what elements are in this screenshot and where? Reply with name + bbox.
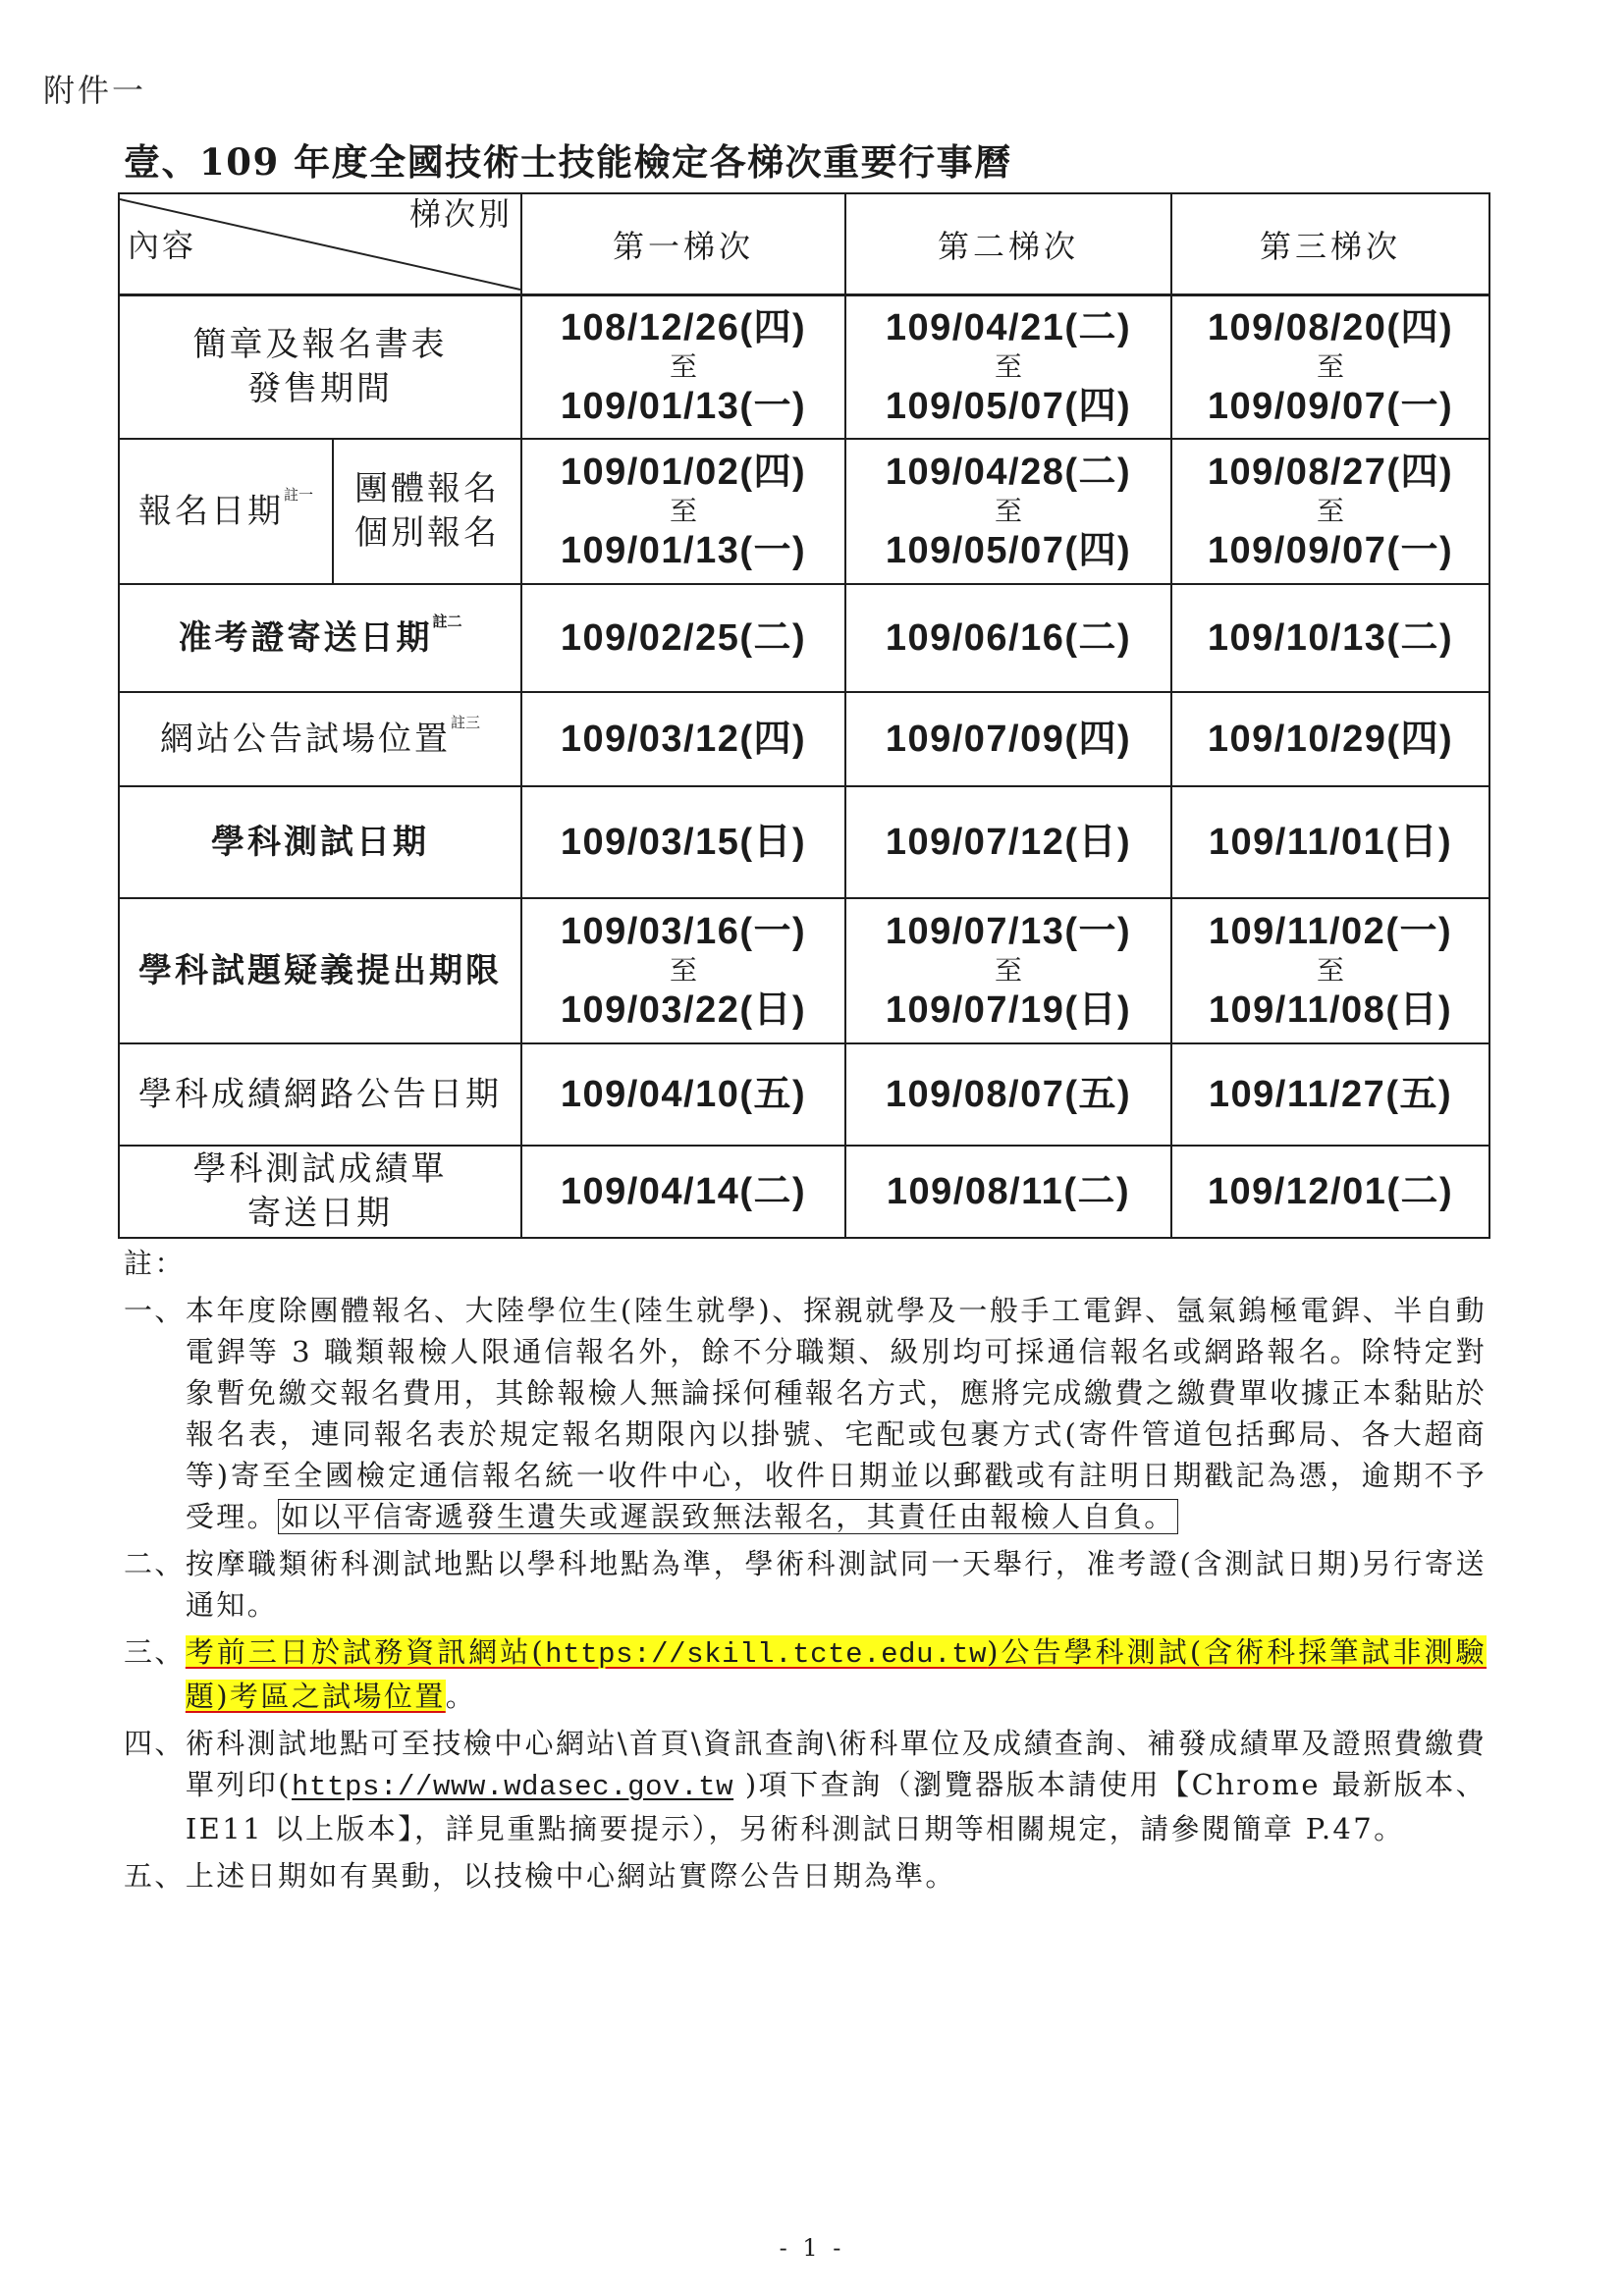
date-range-separator: 至 bbox=[994, 954, 1022, 987]
date-range-end: 109/05/07(四) bbox=[885, 530, 1132, 571]
row-label-question-appeal-deadline bbox=[120, 899, 522, 1044]
boxed-warning-text: 如以平信寄遞發生遺失或遲誤致無法報名，其責任由報檢人自負。 bbox=[278, 1499, 1178, 1534]
schedule-table bbox=[118, 192, 1490, 1239]
row-label-text: 學科測試日期 bbox=[211, 822, 429, 862]
row-label-line bbox=[137, 485, 313, 534]
date-range-end: 109/11/08(日) bbox=[1208, 989, 1453, 1031]
table-corner-cell bbox=[120, 194, 522, 296]
date-value: 109/10/13(二) bbox=[1207, 617, 1454, 659]
note-number: 二、 bbox=[124, 1547, 186, 1580]
date-range-start: 109/08/20(四) bbox=[1207, 307, 1454, 348]
row-label-line: 發售期間 bbox=[247, 369, 393, 408]
note-body-after: )項下查詢（瀏覽器版本請使用【Chrome 最新版本、IE11 以上版本】，詳見重點摘要提示），另術科測試日期等相關規定，請參閱簡章 P.47。 bbox=[185, 1768, 1487, 1845]
date-range-separator: 至 bbox=[994, 495, 1022, 527]
row-label-line bbox=[178, 612, 462, 661]
row-label-score-online-announcement bbox=[120, 1044, 522, 1147]
date-value: 109/08/11(二) bbox=[886, 1171, 1131, 1212]
date-cell bbox=[846, 585, 1172, 693]
row-label-score-report-mailing bbox=[120, 1147, 522, 1239]
note-body: 上述日期如有異動，以技檢中心網站實際公告日期為準。 bbox=[185, 1859, 956, 1893]
date-range-end: 109/03/22(日) bbox=[560, 989, 807, 1031]
note-body: 按摩職類術科測試地點以學科地點為準，學術科測試同一天舉行，准考證(含測試日期)另行寄送通知。 bbox=[185, 1547, 1487, 1622]
row-sublabel-registration-type bbox=[334, 440, 522, 585]
row-label-text: 報名日期 bbox=[137, 491, 284, 531]
note-item-5 bbox=[124, 1855, 1487, 1896]
date-cell bbox=[522, 1147, 846, 1239]
date-value: 109/11/01(日) bbox=[1208, 822, 1453, 863]
date-range-cell bbox=[1172, 296, 1490, 440]
date-range-separator: 至 bbox=[994, 350, 1022, 383]
date-range-cell bbox=[846, 899, 1172, 1044]
date-value: 109/03/12(四) bbox=[560, 719, 807, 760]
date-range-start: 109/11/02(一) bbox=[1208, 911, 1453, 952]
skills-center-website-link[interactable]: https://www.wdasec.gov.tw bbox=[292, 1771, 734, 1803]
date-range-end: 109/07/19(日) bbox=[885, 989, 1132, 1031]
note-number: 三、 bbox=[124, 1635, 186, 1669]
date-range-cell bbox=[846, 296, 1172, 440]
note-text bbox=[186, 1723, 1487, 1849]
date-cell bbox=[1172, 1044, 1490, 1147]
note-text bbox=[186, 1631, 1487, 1717]
date-range-separator: 至 bbox=[669, 495, 697, 527]
date-cell bbox=[846, 1044, 1172, 1147]
note-number: 四、 bbox=[124, 1727, 186, 1760]
attachment-label: 附件一 bbox=[43, 72, 147, 109]
date-value: 109/11/27(五) bbox=[1208, 1074, 1453, 1115]
date-cell bbox=[846, 787, 1172, 899]
date-range-end: 109/09/07(一) bbox=[1207, 386, 1454, 427]
date-range-end: 109/09/07(一) bbox=[1207, 530, 1454, 571]
date-range-cell bbox=[846, 440, 1172, 585]
row-label-booklet-sale-period bbox=[120, 296, 522, 440]
corner-label-session: 梯次別 bbox=[408, 195, 513, 233]
column-header-session-3: 第三梯次 bbox=[1172, 194, 1490, 296]
row-sublabel-line: 個別報名 bbox=[354, 513, 500, 553]
date-range-end: 109/05/07(四) bbox=[885, 386, 1132, 427]
date-range-start: 108/12/26(四) bbox=[560, 307, 807, 348]
note-text bbox=[186, 1290, 1487, 1537]
row-label-admission-ticket-mailing bbox=[120, 585, 522, 693]
row-label-line: 學科測試成績單 bbox=[192, 1149, 448, 1189]
row-label-written-test-date bbox=[120, 787, 522, 899]
note-item-4 bbox=[124, 1723, 1487, 1849]
exam-info-website-link[interactable]: https://skill.tcte.edu.tw bbox=[545, 1638, 988, 1671]
date-range-separator: 至 bbox=[1316, 350, 1344, 383]
date-cell bbox=[522, 585, 846, 693]
note-item-1 bbox=[124, 1290, 1487, 1537]
date-range-end: 109/01/13(一) bbox=[560, 530, 807, 571]
highlighted-text bbox=[186, 1635, 1487, 1713]
corner-label-content: 內容 bbox=[128, 227, 197, 264]
row-label-text: 學科成績網路公告日期 bbox=[138, 1074, 502, 1114]
note-number: 五、 bbox=[124, 1859, 186, 1893]
date-range-start: 109/03/16(一) bbox=[560, 911, 807, 952]
date-cell bbox=[1172, 693, 1490, 787]
row-label-exam-room-announcement bbox=[120, 693, 522, 787]
date-cell bbox=[1172, 1147, 1490, 1239]
note-item-2 bbox=[124, 1543, 1487, 1626]
date-range-cell bbox=[522, 440, 846, 585]
date-value: 109/10/29(四) bbox=[1207, 719, 1454, 760]
date-range-start: 109/07/13(一) bbox=[885, 911, 1132, 952]
date-value: 109/06/16(二) bbox=[885, 617, 1132, 659]
column-header-session-1: 第一梯次 bbox=[522, 194, 846, 296]
date-range-start: 109/04/21(二) bbox=[885, 307, 1132, 348]
note-item-3 bbox=[124, 1631, 1487, 1717]
date-value: 109/03/15(日) bbox=[560, 822, 807, 863]
date-value: 109/07/09(四) bbox=[885, 719, 1132, 760]
date-value: 109/12/01(二) bbox=[1207, 1171, 1454, 1212]
footnote-marker: 註三 bbox=[450, 713, 480, 731]
footnote-marker: 註一 bbox=[283, 485, 313, 504]
date-range-cell bbox=[1172, 440, 1490, 585]
date-cell bbox=[1172, 585, 1490, 693]
page-number: - 1 - bbox=[779, 2234, 845, 2262]
date-range-separator: 至 bbox=[669, 350, 697, 383]
date-range-end: 109/01/13(一) bbox=[560, 386, 807, 427]
highlighted-text-after: )公告學科測試(含術科採筆試非測驗題)考區之試場位置 bbox=[185, 1635, 1487, 1713]
footnote-marker: 註二 bbox=[432, 612, 462, 630]
notes-section bbox=[124, 1243, 1487, 1896]
row-label-text: 網站公告試場位置 bbox=[159, 719, 451, 759]
date-cell bbox=[1172, 787, 1490, 899]
row-label-text: 准考證寄送日期 bbox=[178, 617, 433, 658]
date-cell bbox=[522, 693, 846, 787]
date-value: 109/07/12(日) bbox=[885, 822, 1132, 863]
date-range-cell bbox=[522, 899, 846, 1044]
row-label-line bbox=[159, 713, 480, 762]
note-body-before: 術科測試地點可至技檢中心網站\首頁\資訊查詢\術科單位及成績查詢、補發成績單及證照費繳費單列印( bbox=[185, 1727, 1487, 1801]
page-title: 壹、109 年度全國技術士技能檢定各梯次重要行事曆 bbox=[124, 140, 1012, 184]
row-label-text: 學科試題疑義提出期限 bbox=[138, 950, 502, 990]
date-cell bbox=[846, 693, 1172, 787]
date-cell bbox=[522, 787, 846, 899]
date-cell bbox=[522, 1044, 846, 1147]
date-range-cell bbox=[1172, 899, 1490, 1044]
notes-heading: 註： bbox=[124, 1247, 186, 1280]
date-range-start: 109/01/02(四) bbox=[560, 452, 807, 493]
note-body: 本年度除團體報名、大陸學位生(陸生就學)、探親就學及一般手工電銲、氬氣鎢極電銲、半自動電銲等 3 職類報檢人限通信報名外，餘不分職類、級別均可採通信報名或網路報名。除特定對象暫免繳交報名費用，其餘報檢人無論採何種報名方式，應將完成繳費之繳費單收據正本黏貼於報名表，連同報名表於規定報名期限內以掛號、宅配或包裹方式(寄件管道包括郵局、各大超商等)寄至全國檢定通信報名統一收件中心，收件日期並以郵戳或有註明日期戳記為憑，逾期不予受理。 bbox=[185, 1294, 1487, 1533]
date-value: 109/02/25(二) bbox=[560, 617, 807, 659]
highlighted-text-before: 考前三日於試務資訊網站( bbox=[185, 1635, 546, 1669]
date-value: 109/08/07(五) bbox=[885, 1074, 1132, 1115]
date-range-separator: 至 bbox=[1316, 954, 1344, 987]
date-range-start: 109/04/28(二) bbox=[885, 452, 1132, 493]
date-range-cell bbox=[522, 296, 846, 440]
row-sublabel-line: 團體報名 bbox=[354, 469, 500, 508]
note-number: 一、 bbox=[124, 1294, 186, 1327]
date-value: 109/04/10(五) bbox=[560, 1074, 807, 1115]
row-label-line: 寄送日期 bbox=[247, 1194, 393, 1233]
date-value: 109/04/14(二) bbox=[560, 1171, 807, 1212]
row-label-registration-date bbox=[120, 440, 334, 585]
date-cell bbox=[846, 1147, 1172, 1239]
row-label-line: 簡章及報名書表 bbox=[192, 325, 448, 364]
date-range-start: 109/08/27(四) bbox=[1207, 452, 1454, 493]
note-end-punctuation: 。 bbox=[445, 1680, 477, 1713]
date-range-separator: 至 bbox=[1316, 495, 1344, 527]
date-range-separator: 至 bbox=[669, 954, 697, 987]
column-header-session-2: 第二梯次 bbox=[846, 194, 1172, 296]
